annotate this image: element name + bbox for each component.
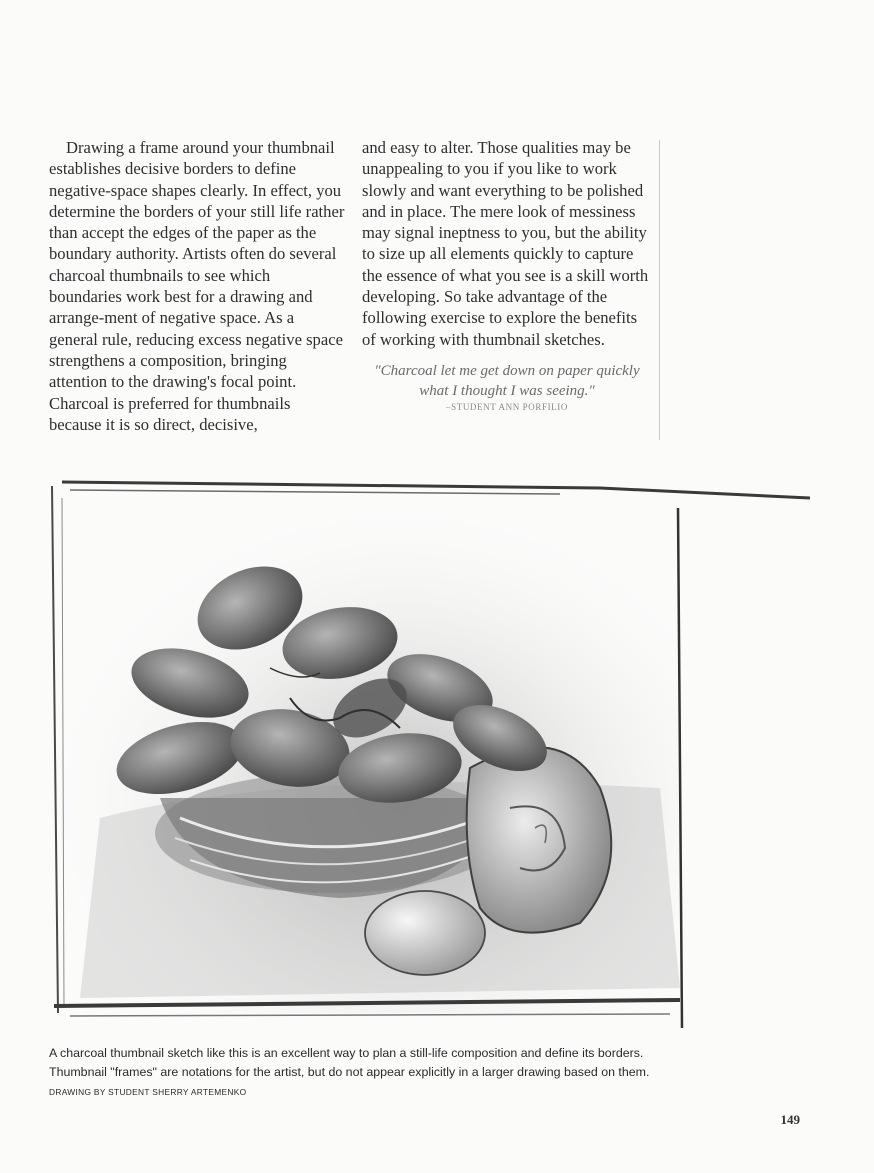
pull-quote: "Charcoal let me get down on paper quickly what I thought I was seeing." bbox=[374, 363, 640, 399]
caption-text: A charcoal thumbnail sketch like this is an excellent way to plan a still-life composition and define its borders. Thumbnail "frames" are notations for the artist, but do not appear explicitly in a larger drawing based on them. bbox=[49, 1046, 650, 1079]
charcoal-sketch-illustration bbox=[40, 468, 810, 1040]
figure-caption bbox=[49, 1044, 679, 1102]
right-column bbox=[362, 137, 652, 350]
column-rule bbox=[659, 140, 660, 440]
page-number: 149 bbox=[780, 1112, 800, 1127]
charcoal-sketch-figure bbox=[40, 468, 810, 1040]
left-column bbox=[49, 137, 347, 435]
left-column-text: Drawing a frame around your thumbnail establishes decisive borders to define negative-space shapes clearly. In effect, you determine the borders of your still life rather than accept the edges of the paper as the boundary authority. Artists often do several charcoal thumbnails to see which boundaries work best for a drawing and arrange-ment of negative space. As a general rule, reducing excess negative space strengthens a composition, bringing attention to the drawing's focal point. Charcoal is preferred for thumbnails because it is so direct, decisive, bbox=[49, 138, 345, 434]
drawing-credit: DRAWING BY STUDENT SHERRY ARTEMENKO bbox=[49, 1087, 247, 1097]
right-column-text: and easy to alter. Those qualities may be unappealing to you if you like to work slowly and want everything to be polished and in place. The mere look of messiness may signal ineptness to you, but the ability to size up all elements quickly to capture the essence of what you see is a skill worth developing. So take advantage of the following exercise to explore the benefits of working with thumbnail sketches. bbox=[362, 138, 649, 349]
quote-attribution: –STUDENT ANN PORFILIO bbox=[446, 402, 568, 412]
